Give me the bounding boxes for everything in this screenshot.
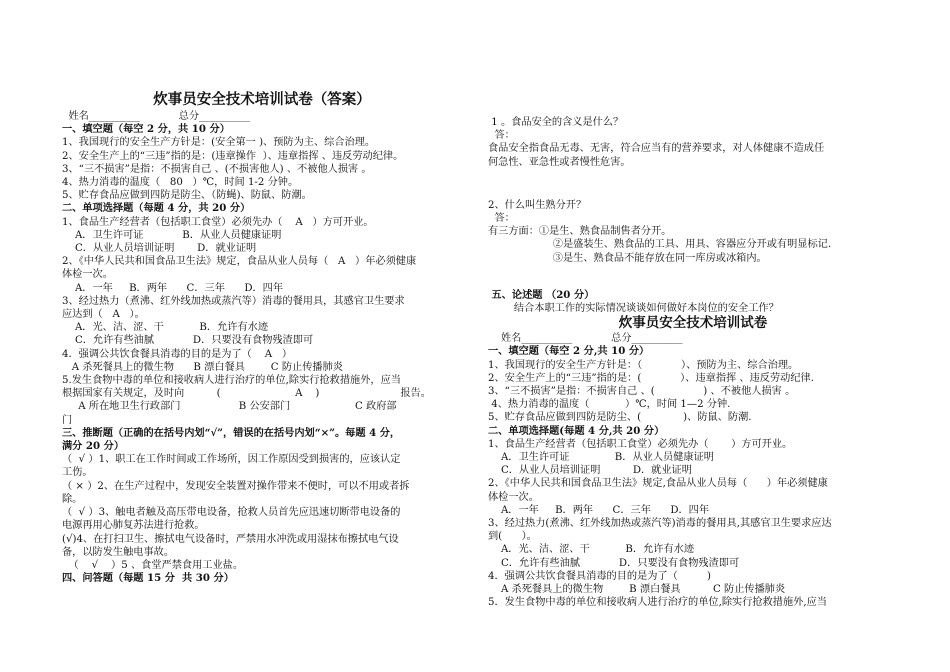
choice-q1-options-cd-2: C．从业人员培训证明 D．就业证明 [488,465,692,477]
choice-q4-blank: 4．强调公共饮食餐具消毒的目的是为了（ ) [488,570,711,582]
right-column [488,116,898,610]
judge-q5: （ √ ）5 、食堂严禁食用工业盐。 [62,559,244,571]
choice-q2-blank: 2、《中华人民共和国食品卫生法》规定,食品从业人员每（ ）年必须健康 [488,478,828,490]
choice-q3-options-cd-2: C．允许有些油腻 D．只要没有食物残渣即可 [488,557,740,569]
fill-q4-blank: 4、热力消毒的温度（ ）℃，时间 1—2 分钟. [488,399,731,411]
choice-q3-blank: 3、经过热力(煮沸、红外线加热或蒸汽等)消毒的餐用具,其感官卫生要求应达 [488,518,832,530]
section-fill-blank: 一、填空题（每空 2 分，共 10 分） [62,123,230,136]
judge-q1: （ √ ）1、职工在工作时间或工作场所，因工作原因受到损害的，应该认定 [62,454,401,466]
qa-q2-answer-label: 答： [488,213,515,225]
name-score-line: 姓名__________ 总分__________ [62,111,250,122]
fill-q3-blank: 3、“三不损害”是指：不损害自己 、( ) 、不被他人损害 。 [488,386,796,398]
choice-q2-options-2: A．一年 B．两年 C．三年 D．四年 [488,504,710,516]
judge-q3-cont: 电源再用心肺复苏法进行抢救。 [62,520,205,532]
qa-q1-answer: 食品安全指食品无毒、无害，符合应当有的营养要求，对人体健康不造成任 [488,143,825,155]
qa-q1: 1 。食品安全的含义是什么？ [488,117,624,128]
choice-q2-options: A．一年 B．两年 C．三年 D．四年 [62,282,284,294]
qa-q2: 2、什么叫生熟分开？ [488,199,587,211]
spacer [488,169,898,199]
choice-q3: 3、经过热力（煮沸、红外线加热或蒸汽等）消毒的餐用具，其感官卫生要求 [62,295,405,307]
choice-q2: 2、《中华人民共和国食品卫生法》规定，食品从业人员每（ A ）年必须健康 [62,256,417,268]
fill-q1-blank: 1、我国现行的安全生产方针是：（ ）、预防为主、综合治理。 [488,359,799,371]
qa-q1-answer-label: 答： [488,130,515,142]
section-fill-blank-2: 一、填空题（每空 2 分,共 10 分） [488,345,650,358]
choice-q1-options-cd: C．从业人员培训证明 D．就业证明 [62,243,257,255]
choice-q2-cont: 体检一次。 [62,269,113,281]
fill-q2-blank: 2、安全生产上的“三违”指的是：( ）、违章指挥 、违反劳动纪律. [488,372,814,384]
choice-q3-options-cd: C．允许有些油腻 D．只要没有食物残渣即可 [62,335,314,347]
qa-q2-point2: ②是盛装生、熟食品的工具、用具、容器应分开或有明显标记. [488,239,832,251]
answer-sheet-title: 炊事员安全技术培训试卷（答案） [153,91,371,108]
choice-q1-options-ab-2: A．卫生许可证 B．从业人员健康证明 [488,452,714,464]
fill-q1: 1、我国现行的安全生产方针是：(安全第一 )、预防为主、综合治理。 [62,137,376,149]
judge-q2: （ × ）2、在生产过程中，发现安全装置对操作带来不便时，可以不用或者拆 [62,480,410,492]
fill-q2: 2、安全生产上的“三违”指的是：(违章操作 ）、违章指挥 、违反劳动纪律。 [62,150,404,162]
judge-q4-cont: 备，以防发生触电事故。 [62,546,175,558]
choice-q3-options-ab-2: A．光、洁、涩、干 B．允许有水迹 [488,544,695,556]
section-single-choice: 二、单项选择题（每题 4 分，共 20 分） [62,202,251,215]
section-single-choice-2: 二、单项选择题(每题 4 分,共 20 分） [488,424,665,437]
choice-q5-blank: 5．发生食物中毒的单位和接收病人进行治疗的单位,除实行抢救措施外,应当 [488,597,827,609]
qa-q2-point3: ③是生、熟食品不能存放在同一库房或冰箱内。 [488,252,767,264]
judge-q4: (√)4、在打扫卫生、擦拭电气设备时，严禁用水冲洗或用湿抹布擦拭电气设 [62,533,399,545]
choice-q1-blank: 1、食品生产经营者（包括职工食堂）必须先办（ ）方可开业。 [488,438,793,450]
qa-q1-answer-cont: 何急性、亚急性或者慢性危害。 [488,156,631,168]
choice-q1: 1、食品生产经营者（包括职工食堂）必须先办（ A ）方可开业。 [62,216,374,228]
section-judgement-cont: 满分 20 分） [62,440,125,453]
name-score-line-2: 姓名__________ 总分__________ [488,333,683,345]
judge-q2-cont: 除。 [62,493,83,505]
judge-q3: （ √ ）3、触电者触及高压带电设备，抢救人员首先应迅速切断带电设备的 [62,507,401,519]
qa-q2-answer: 有三方面：①是生、熟食品制售者分开。 [488,226,672,238]
choice-q1-options-ab: A．卫生许可证 B．从业人员健康证明 [62,229,282,241]
choice-q4-options-2: A 杀死餐具上的微生物 B 漂白餐具 C 防止传播肺炎 [488,584,786,596]
choice-q4: 4．强调公共饮食餐具消毒的目的是为了（ A ） [62,348,293,360]
essay-question: 结合本职工作的实际情况谈谈如何做好本岗位的安全工作？ [488,303,779,315]
choice-q5-options-cont: 门 [62,414,73,426]
choice-q3-cont: 应达到（ A ）。 [62,309,145,321]
choice-q3-cont-2: 到( ）。 [488,531,537,543]
choice-q5-options: A 所在地卫生行政部门 B 公安部门 C 政府部 [62,401,397,413]
section-qa: 四、问答题（每题 15 分 共 30 分） [62,572,234,585]
fill-q5-blank: 5、贮存食品应做到四防是防尘、( )、防鼠、防潮. [488,412,752,424]
judge-q1-cont: 工伤。 [62,467,93,479]
choice-q5-cont: 根据国家有关规定，及时向 ( A ) 报告。 [62,388,431,400]
section-essay: 五、论述题 （20 分） [488,288,595,301]
choice-q4-options: A 杀死餐具上的微生物 B 漂白餐具 C 防止传播肺炎 [62,361,343,373]
blank-sheet-title: 炊事员安全技术培训试卷 [618,315,768,332]
spacer [488,265,898,289]
left-column [62,90,472,585]
fill-q5: 5、贮存食品应做到四防是防尘、（防蝇)、防鼠、防潮。 [62,190,312,202]
fill-q4: 4、热力消毒的温度（ 80 ）℃，时间 1-2 分钟。 [62,177,299,189]
choice-q5: 5.发生食物中毒的单位和接收病人进行治疗的单位,除实行抢救措施外，应当 [62,375,401,387]
fill-q3: 3、“三不损害”是指：不损害自己 、(不损害他人) 、不被他人损害 。 [62,163,372,175]
choice-q2-cont-2: 体检一次。 [488,491,539,503]
choice-q3-options-ab: A．光、洁、涩、干 B．允许有水迹 [62,322,269,334]
section-judgement: 三、推断题（正确的在括号内划“√”，错误的在括号内划“×”。每题 4 分， [62,426,401,439]
